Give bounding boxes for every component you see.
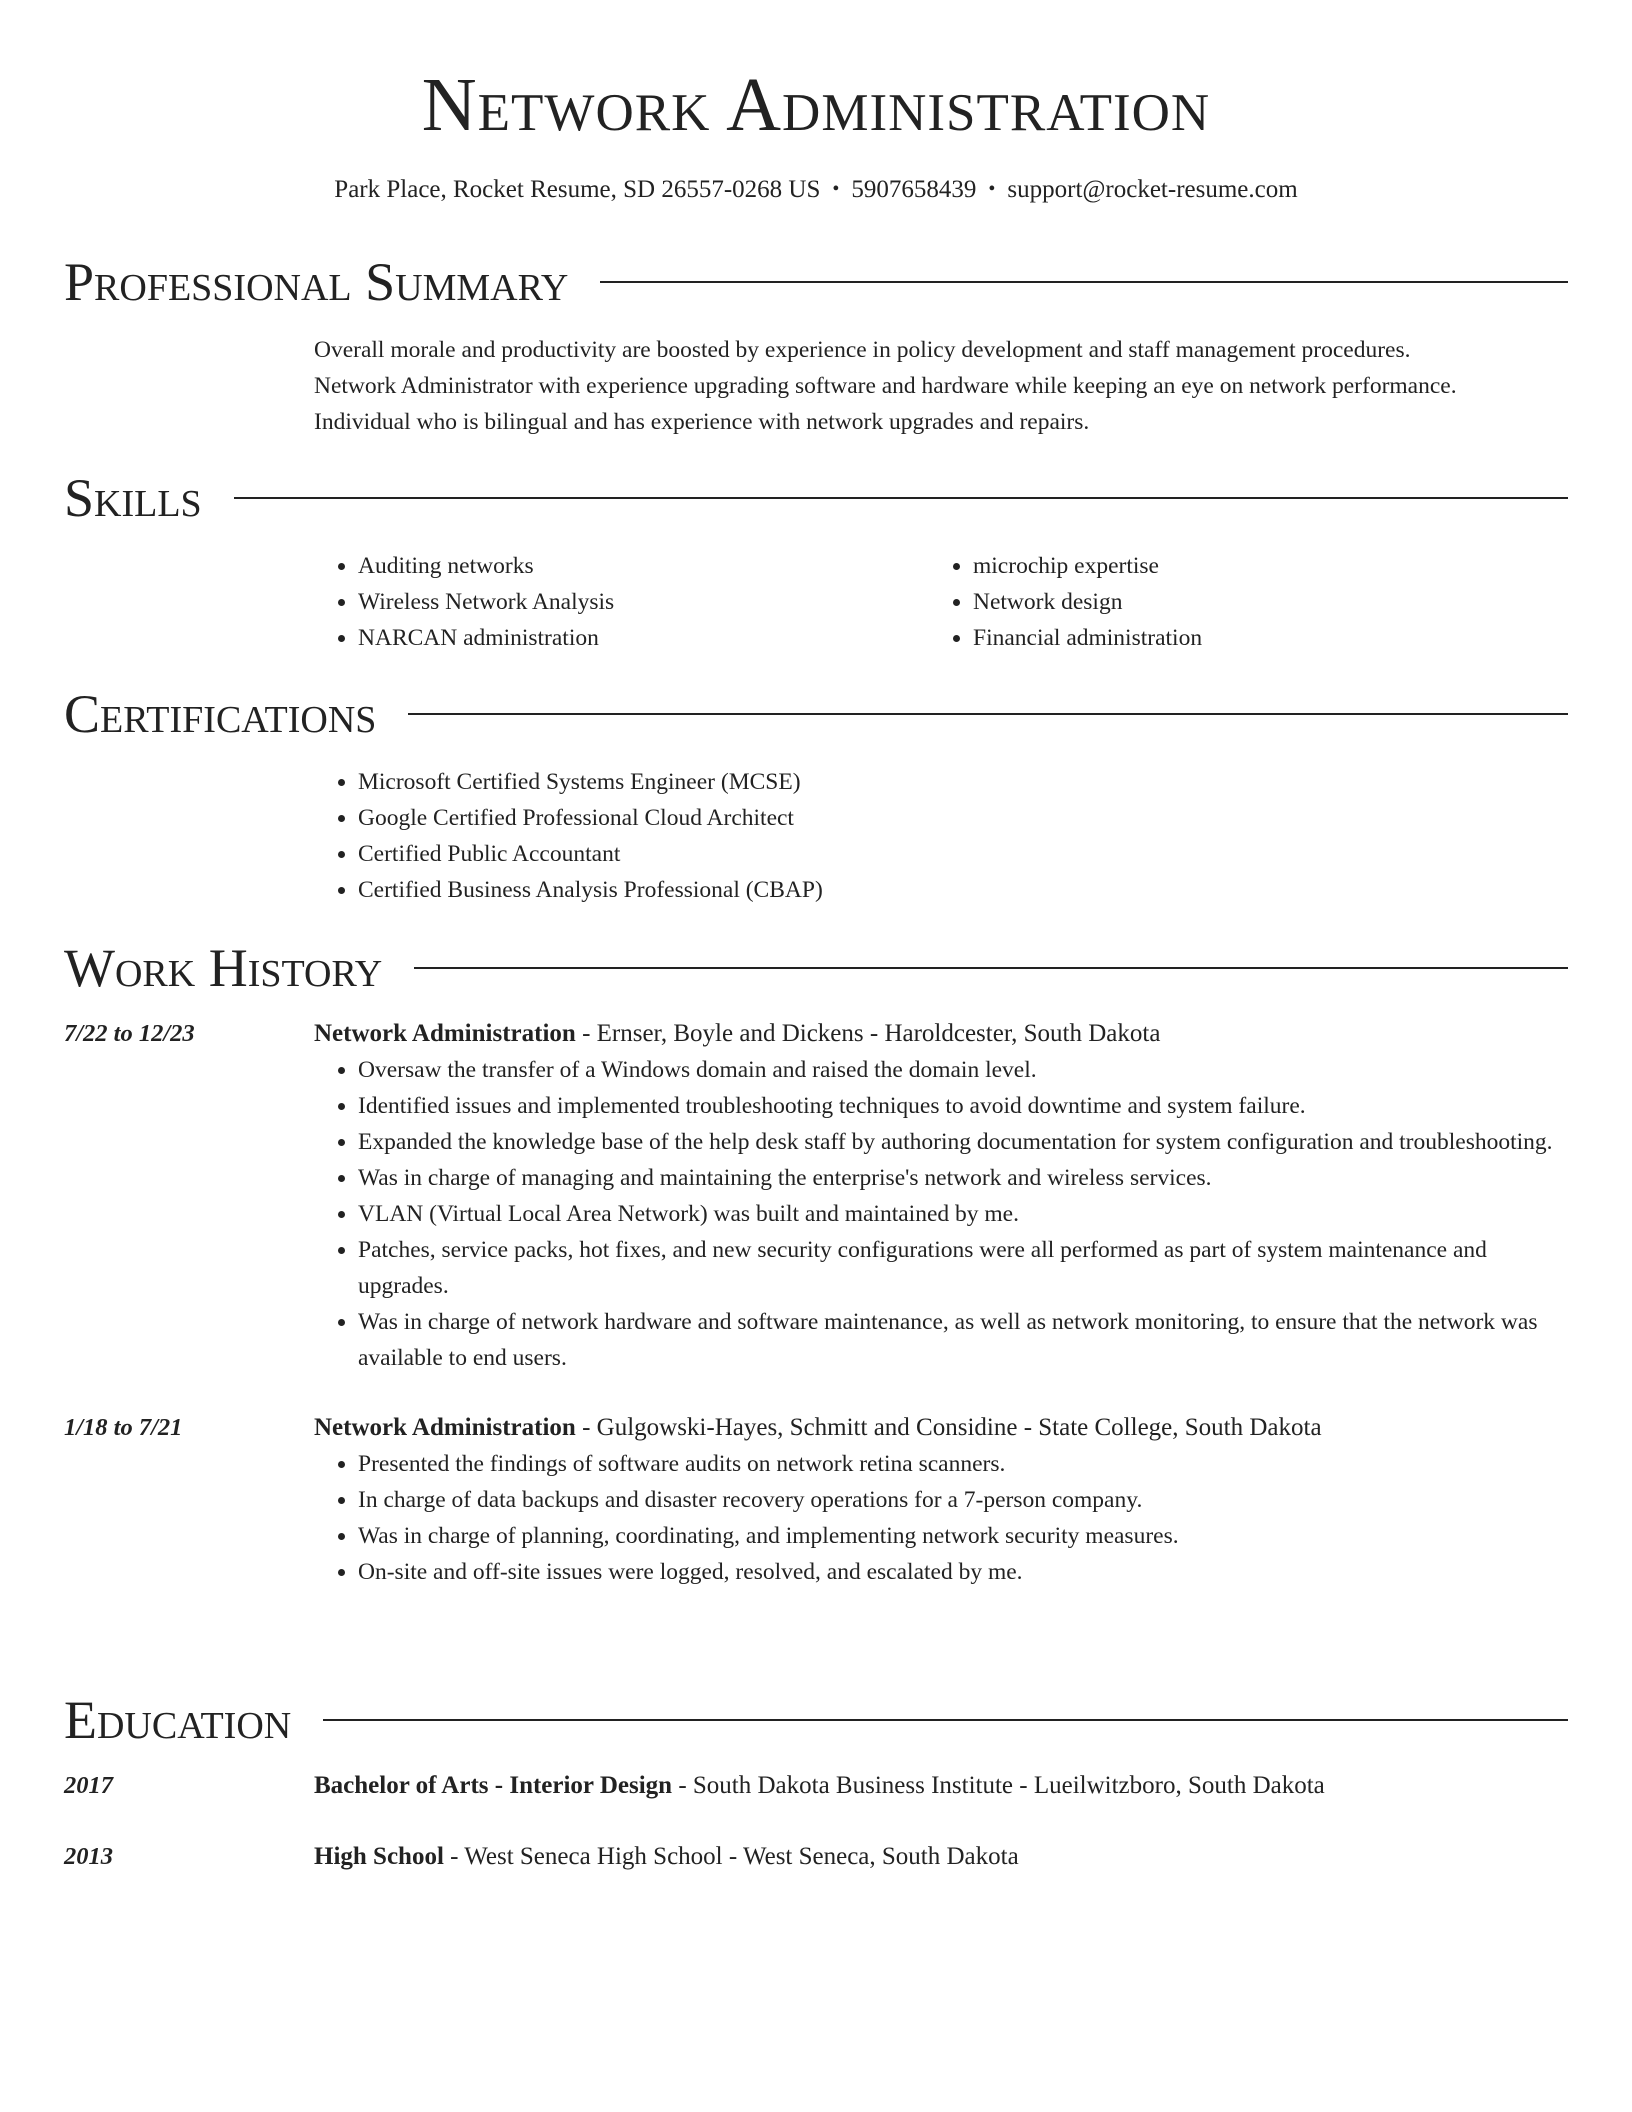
job-bullet: • Expanded the knowledge base of the help desk staff by authoring documentation for system configuration and troubleshooting. <box>358 1124 1568 1160</box>
section-professional-summary <box>64 252 1568 440</box>
job-bullet: • Identified issues and implemented troubleshooting techniques to avoid downtime and system failure. <box>358 1088 1568 1124</box>
contact-address: Park Place, Rocket Resume, SD 26557-0268 US <box>334 176 821 203</box>
education-year: 2013 <box>64 1843 113 1870</box>
education-school: - West Seneca High School - West Seneca, South Dakota <box>443 1843 1019 1870</box>
section-work-history <box>64 938 1568 1590</box>
section-divider <box>408 713 1568 715</box>
education-entry <box>64 1839 1568 1875</box>
skills-column-left <box>314 548 929 656</box>
skill-item: • microchip expertise <box>973 548 1568 584</box>
skill-item: • Auditing networks <box>358 548 929 584</box>
education-degree: High School <box>314 1843 444 1870</box>
summary-body <box>64 332 1568 440</box>
section-heading <box>64 684 1568 744</box>
job-main <box>314 1410 1568 1590</box>
education-main <box>314 1839 1568 1875</box>
job-header <box>314 1016 1568 1052</box>
resume-name: Network Administration <box>421 63 1211 147</box>
education-year: 2017 <box>64 1772 113 1799</box>
certification-item: • Microsoft Certified Systems Engineer (MCSE) <box>358 764 1568 800</box>
skill-item: • Financial administration <box>973 620 1568 656</box>
section-divider <box>600 281 1568 283</box>
job-company: - Gulgowski-Hayes, Schmitt and Considine - State College, South Dakota <box>575 1414 1322 1441</box>
contact-line <box>0 172 1632 209</box>
summary-line: Overall morale and productivity are boosted by experience in policy development and staff management procedures. <box>314 337 1411 363</box>
job-bullets <box>314 1446 1568 1590</box>
skill-item: • Wireless Network Analysis <box>358 584 929 620</box>
job-bullet: • Oversaw the transfer of a Windows domain and raised the domain level. <box>358 1052 1568 1088</box>
section-title: Work History <box>64 938 383 998</box>
certification-item: • Certified Business Analysis Professional (CBAP) <box>358 872 1568 908</box>
education-header <box>314 1839 1568 1875</box>
summary-text <box>314 332 1568 440</box>
job-main <box>314 1016 1568 1376</box>
section-heading <box>64 938 1568 998</box>
job-dates: 1/18 to 7/21 <box>64 1414 183 1441</box>
certifications-body <box>64 764 1568 908</box>
certification-item: • Certified Public Accountant <box>358 836 1568 872</box>
contact-email: support@rocket-resume.com <box>1007 176 1298 203</box>
section-title: Skills <box>64 468 202 528</box>
section-heading <box>64 468 1568 528</box>
job-bullet: • Was in charge of network hardware and software maintenance, as well as network monitoring, to ensure that the network was available to end users. <box>358 1304 1568 1376</box>
job-entry <box>64 1410 1568 1590</box>
job-entry <box>64 1016 1568 1376</box>
job-bullet: • In charge of data backups and disaster recovery operations for a 7-person company. <box>358 1482 1568 1518</box>
job-title: Network Administration <box>314 1020 576 1047</box>
certifications-list <box>314 764 1568 908</box>
skills-column-right <box>929 548 1568 656</box>
education-header <box>314 1768 1568 1804</box>
job-bullet: • Presented the findings of software audits on network retina scanners. <box>358 1446 1568 1482</box>
job-bullet: • VLAN (Virtual Local Area Network) was built and maintained by me. <box>358 1196 1568 1232</box>
section-certifications <box>64 684 1568 908</box>
section-title: Professional Summary <box>64 252 569 312</box>
education-degree: Bachelor of Arts - Interior Design <box>314 1772 673 1799</box>
section-divider <box>414 967 1568 969</box>
skill-item: • NARCAN administration <box>358 620 929 656</box>
section-title: Education <box>64 1690 292 1750</box>
section-divider <box>323 1719 1568 1721</box>
contact-phone: 5907658439 <box>851 176 977 203</box>
job-bullet: • Was in charge of managing and maintaining the enterprise's network and wireless services. <box>358 1160 1568 1196</box>
education-school: - South Dakota Business Institute - Lueilwitzboro, South Dakota <box>672 1772 1325 1799</box>
section-heading <box>64 252 1568 312</box>
job-bullet: • On-site and off-site issues were logged, resolved, and escalated by me. <box>358 1554 1568 1590</box>
contact-separator: • <box>988 178 996 200</box>
education-main <box>314 1768 1568 1804</box>
job-title: Network Administration <box>314 1414 576 1441</box>
section-education <box>64 1690 1568 1875</box>
certification-item: • Google Certified Professional Cloud Architect <box>358 800 1568 836</box>
skill-item: • Network design <box>973 584 1568 620</box>
job-company: - Ernser, Boyle and Dickens - Haroldcester, South Dakota <box>575 1020 1161 1047</box>
summary-line: Network Administrator with experience upgrading software and hardware while keeping an eye on network performance. <box>314 373 1457 399</box>
job-header <box>314 1410 1568 1446</box>
section-heading <box>64 1690 1568 1750</box>
contact-separator: • <box>832 178 840 200</box>
job-dates: 7/22 to 12/23 <box>64 1020 195 1047</box>
skills-list <box>64 548 1568 656</box>
job-bullets <box>314 1052 1568 1376</box>
summary-line: Individual who is bilingual and has experience with network upgrades and repairs. <box>314 409 1090 435</box>
section-skills <box>64 468 1568 656</box>
section-divider <box>234 497 1568 499</box>
job-bullet: • Was in charge of planning, coordinating, and implementing network security measures. <box>358 1518 1568 1554</box>
education-entry <box>64 1768 1568 1804</box>
section-title: Certifications <box>64 684 377 744</box>
job-bullet: • Patches, service packs, hot fixes, and new security configurations were all performed as part of system maintenance and upgrades. <box>358 1232 1568 1304</box>
